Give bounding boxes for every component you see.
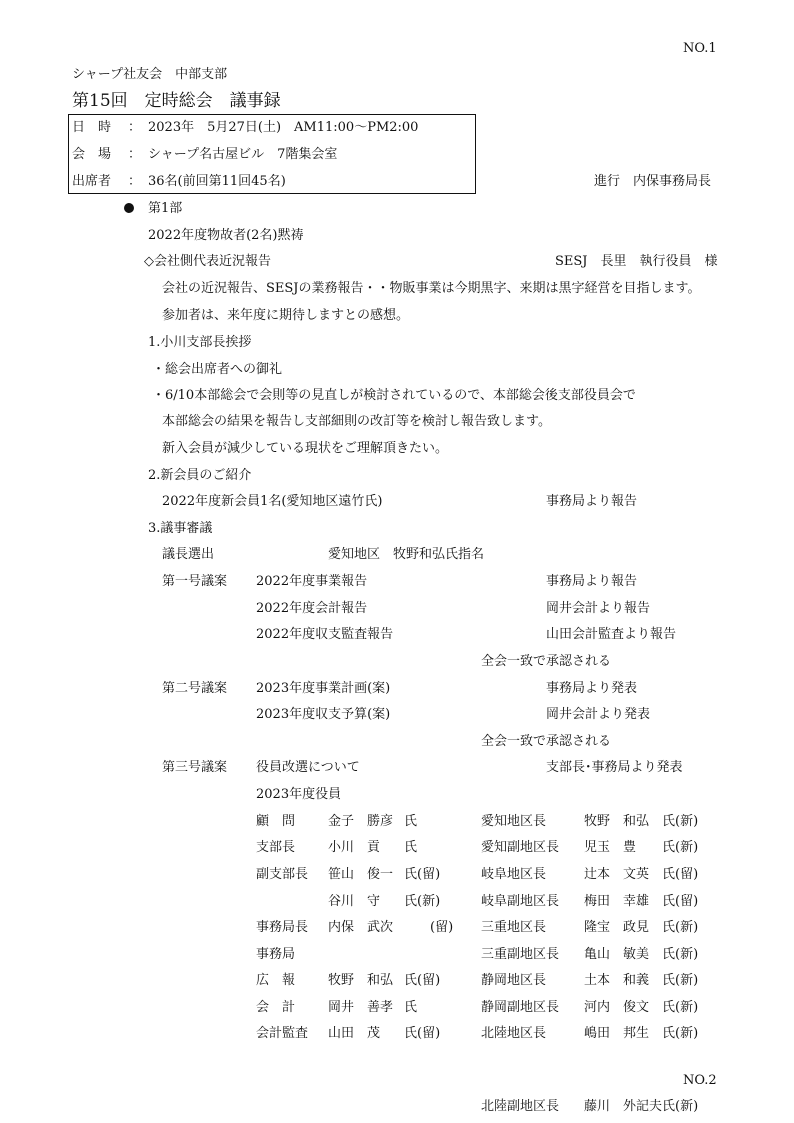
officer-right-name: 隆宝 政見 bbox=[584, 920, 650, 935]
officer-left-suffix: 氏 bbox=[404, 840, 418, 855]
officer-right-name: 土本 和義 bbox=[584, 973, 650, 988]
agenda3-note: 支部長･事務局より発表 bbox=[546, 760, 683, 775]
officer-left-suffix: 氏 bbox=[404, 1000, 418, 1015]
officer-right-role: 静岡地区長 bbox=[481, 973, 547, 988]
officer-right-name: 児玉 豊 bbox=[584, 840, 637, 855]
bullet-dot-icon bbox=[124, 203, 134, 213]
venue-label: 会 場 bbox=[72, 147, 112, 162]
officer-right-name: 亀山 敏美 bbox=[584, 947, 650, 962]
officer-left-role: 顧 問 bbox=[256, 814, 296, 829]
page2-officer-role: 北陸副地区長 bbox=[481, 1099, 560, 1114]
agenda2-note-2: 岡井会計より発表 bbox=[546, 707, 651, 722]
officer-right-role: 岐阜地区長 bbox=[481, 867, 547, 882]
page2-officer-name: 藤川 外記夫氏(新) bbox=[584, 1099, 699, 1114]
officer-right-suffix: 氏(新) bbox=[662, 973, 699, 988]
agenda1-note-2: 岡井会計より報告 bbox=[546, 601, 651, 616]
chair-label: 議長選出 bbox=[162, 547, 215, 562]
officer-right-name: 河内 俊文 bbox=[584, 1000, 650, 1015]
officer-right-suffix: 氏(新) bbox=[662, 814, 699, 829]
section1-line-3: 本部総会の結果を報告し支部細則の改訂等を検討し報告致します。 bbox=[162, 414, 551, 429]
officer-left-suffix: 氏(留) bbox=[404, 867, 441, 882]
organization-name: シャープ社友会 中部支部 bbox=[72, 67, 228, 82]
agenda2-label: 第二号議案 bbox=[162, 681, 228, 696]
officer-left-name: 牧野 和弘 bbox=[328, 973, 394, 988]
officer-right-name: 牧野 和弘 bbox=[584, 814, 650, 829]
officer-right-name: 嶋田 邦生 bbox=[584, 1026, 650, 1041]
officer-left-role: 事務局長 bbox=[256, 920, 309, 935]
officer-left-role: 支部長 bbox=[256, 840, 296, 855]
agenda1-label: 第一号議案 bbox=[162, 574, 228, 589]
officer-right-suffix: 氏(新) bbox=[662, 840, 699, 855]
memorial-line: 2022年度物故者(2名)黙祷 bbox=[148, 228, 304, 243]
agenda3-label: 第三号議案 bbox=[162, 760, 228, 775]
agenda2-note-1: 事務局より発表 bbox=[546, 681, 638, 696]
officer-right-suffix: 氏(新) bbox=[662, 1000, 699, 1015]
section1-title: 1.小川支部長挨拶 bbox=[148, 335, 252, 350]
officer-left-suffix: 氏(新) bbox=[404, 894, 441, 909]
officer-right-suffix: 氏(留) bbox=[662, 867, 699, 882]
officer-left-name: 小川 貢 bbox=[328, 840, 381, 855]
date-value: 2023年 5月27日(土) AM11:00～PM2:00 bbox=[148, 120, 419, 135]
agenda2-item-2: 2023年度収支予算(案) bbox=[256, 707, 391, 722]
section2-title: 2.新会員のご紹介 bbox=[148, 468, 252, 483]
attendees-label: 出席者 bbox=[72, 174, 112, 189]
venue-colon: ： bbox=[128, 147, 142, 162]
officer-right-name: 梅田 幸雄 bbox=[584, 894, 650, 909]
agenda2-result: 全会一致で承認される bbox=[481, 734, 612, 749]
officer-left-role: 会計監査 bbox=[256, 1026, 309, 1041]
officer-left-name: 谷川 守 bbox=[328, 894, 381, 909]
officer-right-role: 愛知地区長 bbox=[481, 814, 547, 829]
attendees-value: 36名(前回第11回45名) bbox=[148, 174, 286, 189]
officer-right-suffix: 氏(新) bbox=[662, 1026, 699, 1041]
officers-title: 2023年度役員 bbox=[256, 787, 342, 802]
officer-right-role: 三重地区長 bbox=[481, 920, 547, 935]
officer-left-suffix: 氏(留) bbox=[404, 973, 441, 988]
officer-left-name: 内保 武次 bbox=[328, 920, 394, 935]
company-report-speaker: SESJ 長里 執行役員 様 bbox=[555, 254, 718, 269]
venue-value: シャープ名古屋ビル 7階集会室 bbox=[148, 147, 338, 162]
section3-title: 3.議事審議 bbox=[148, 521, 213, 536]
part1-heading: 第1部 bbox=[148, 201, 183, 216]
agenda3-item: 役員改選について bbox=[256, 760, 360, 775]
agenda1-result: 全会一致で承認される bbox=[481, 654, 612, 669]
new-member-item: 2022年度新会員1名(愛知地区遠竹氏) bbox=[162, 494, 383, 509]
officer-left-name: 山田 茂 bbox=[328, 1026, 381, 1041]
attendees-colon: ： bbox=[128, 174, 142, 189]
page-number-2: NO.2 bbox=[683, 1073, 717, 1088]
officer-left-role: 会 計 bbox=[256, 1000, 296, 1015]
officer-right-role: 北陸地区長 bbox=[481, 1026, 547, 1041]
officer-right-suffix: 氏(留) bbox=[662, 894, 699, 909]
agenda2-item-1: 2023年度事業計画(案) bbox=[256, 681, 391, 696]
company-report-title: ◇会社側代表近況報告 bbox=[144, 254, 271, 269]
company-report-line-2: 参加者は、来年度に期待しますとの感想。 bbox=[162, 308, 410, 323]
agenda1-note-1: 事務局より報告 bbox=[546, 574, 638, 589]
officer-left-name: 金子 勝彦 bbox=[328, 814, 394, 829]
section1-line-4: 新入会員が減少している現状をご理解頂きたい。 bbox=[162, 441, 449, 456]
officer-left-name: 岡井 善孝 bbox=[328, 1000, 394, 1015]
officer-left-role: 副支部長 bbox=[256, 867, 309, 882]
page-number-1: NO.1 bbox=[683, 41, 717, 56]
section1-line-1: ・総会出席者への御礼 bbox=[152, 362, 283, 377]
section1-line-2: ・6/10本部総会で会則等の見直しが検討されているので、本部総会後支部役員会で bbox=[152, 388, 636, 403]
officer-left-role: 広 報 bbox=[256, 973, 296, 988]
officer-left-role: 事務局 bbox=[256, 947, 296, 962]
officer-right-role: 愛知副地区長 bbox=[481, 840, 560, 855]
company-report-line-1: 会社の近況報告、SESJの業務報告・・物販事業は今期黒字、来期は黒字経営を目指します。 bbox=[162, 281, 701, 296]
officer-right-role: 三重副地区長 bbox=[481, 947, 560, 962]
officer-right-suffix: 氏(新) bbox=[662, 947, 699, 962]
agenda1-item-2: 2022年度会計報告 bbox=[256, 601, 368, 616]
date-label: 日 時 bbox=[72, 120, 112, 135]
officer-left-suffix: (留) bbox=[430, 920, 454, 935]
chair-value: 愛知地区 牧野和弘氏指名 bbox=[328, 547, 485, 562]
agenda1-note-3: 山田会計監査より報告 bbox=[546, 627, 677, 642]
officer-left-name: 笹山 俊一 bbox=[328, 867, 394, 882]
officer-right-role: 静岡副地区長 bbox=[481, 1000, 560, 1015]
new-member-note: 事務局より報告 bbox=[546, 494, 638, 509]
agenda1-item-3: 2022年度収支監査報告 bbox=[256, 627, 394, 642]
date-colon: ： bbox=[128, 120, 142, 135]
officer-right-name: 辻本 文英 bbox=[584, 867, 650, 882]
document-title: 第15回 定時総会 議事録 bbox=[72, 91, 281, 111]
officer-right-role: 岐阜副地区長 bbox=[481, 894, 560, 909]
facilitator: 進行 内保事務局長 bbox=[594, 174, 712, 189]
officer-right-suffix: 氏(新) bbox=[662, 920, 699, 935]
officer-left-suffix: 氏(留) bbox=[404, 1026, 441, 1041]
officer-left-suffix: 氏 bbox=[404, 814, 418, 829]
agenda1-item-1: 2022年度事業報告 bbox=[256, 574, 368, 589]
